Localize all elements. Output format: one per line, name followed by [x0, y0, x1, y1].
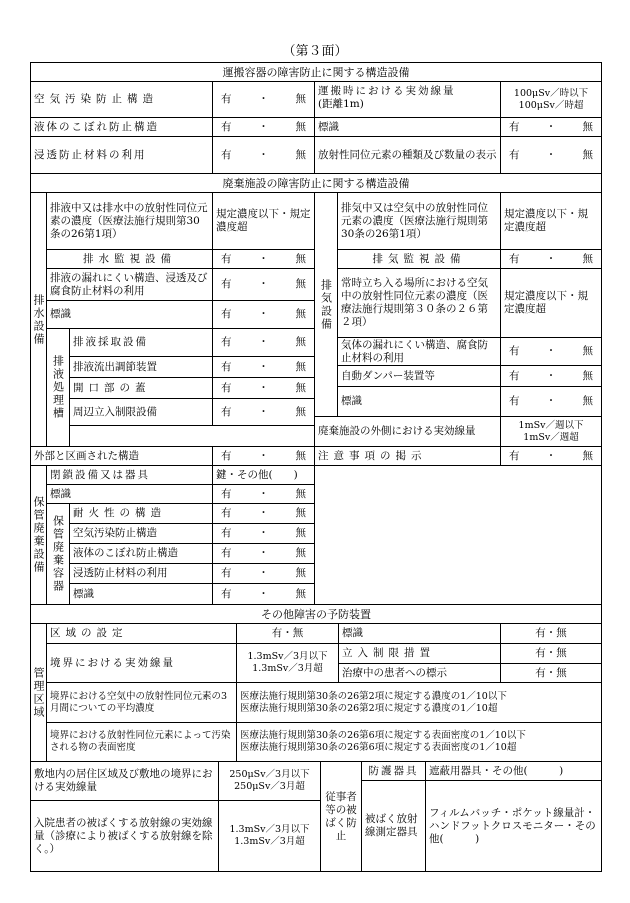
- exhaust-sign-options: 有 ・ 無: [500, 386, 602, 417]
- drain-leak-options: 有 ・ 無: [212, 268, 315, 301]
- transport-nuclide-options: 有 ・ 無: [500, 136, 602, 174]
- exhaust-dose-values: 1mSv／週以下 1mSv／週超: [500, 416, 602, 447]
- drain-group-label: 排水設備: [30, 192, 47, 447]
- drain-monitor-options: 有 ・ 無: [212, 249, 315, 269]
- notice-options: 有 ・ 無: [500, 446, 602, 466]
- container-seep-options: 有 ・ 無: [212, 563, 315, 584]
- container-liquid-label: 液体のこぼれ防止構造: [69, 543, 213, 564]
- tank-flow-options: 有 ・ 無: [212, 356, 315, 378]
- transport-dose-values: 100μSv／時以下 100μSv／時超: [500, 81, 602, 118]
- drain-sign-label: 標識: [46, 300, 213, 329]
- surface-label: 境界における放射性同位元素によって汚染される物の表面密度: [46, 722, 237, 762]
- transport-air-options: 有 ・ 無: [212, 81, 315, 118]
- form-sheet: [30, 62, 602, 872]
- border-dose-label: 境界における実効線量: [46, 643, 237, 683]
- container-fire-options: 有 ・ 無: [212, 503, 315, 524]
- entry-limit-options: 有・無: [500, 643, 602, 664]
- mgmt-group-label: 管理区域: [30, 623, 47, 762]
- exhaust-damper-label: 自動ダンパー装置等: [337, 365, 501, 387]
- drain-sign-options: 有 ・ 無: [212, 300, 315, 329]
- inpatient-values: 1.3mSv／3月以下 1.3mSv／3月超: [218, 800, 321, 872]
- meter-label: 被ばく放射線測定器具: [361, 780, 426, 872]
- drain-leak-label: 排液の漏れにくい構造、浸透及び腐食防止材料の利用: [46, 268, 213, 301]
- storage-lock-values: 鍵・その他( ): [212, 465, 315, 485]
- air-avg-values: 医療法施行規則第30条の26第2項に規定する濃度の1／10以下 医療法施行規則第30条の26第2項に規定する濃度の1／10超: [236, 682, 602, 723]
- notice-label: 注意事項の掲示: [314, 446, 501, 466]
- inpatient-label: 入院患者の被ばくする放射線の実効線量（診療により被ばくする放射線を除く。）: [30, 800, 219, 872]
- zone-set-label: 区域の設定: [46, 623, 237, 644]
- storage-lock-label: 閉鎖設備又は器具: [46, 465, 213, 485]
- exhaust-conc-values: 規定濃度以下・規定濃度超: [500, 192, 602, 250]
- container-air-label: 空気汚染防止構造: [69, 523, 213, 544]
- storage-group-label: 保管廃棄設備: [30, 465, 47, 605]
- tank-flow-label: 排液流出調節装置: [69, 356, 213, 378]
- transport-sign-label: 標識: [314, 117, 501, 137]
- site-dose-values: 250μSv／3月以下 250μSv／3月超: [218, 761, 321, 801]
- tank-fence-options: 有 ・ 無: [212, 398, 315, 426]
- exhaust-conc-label: 排気中又は空気中の放射性同位元素の濃度（医療法施行規則第30条の26第1項）: [337, 192, 501, 250]
- container-sign-label: 標識: [69, 583, 213, 605]
- container-air-options: 有 ・ 無: [212, 523, 315, 544]
- storage-sign-label: 標識: [46, 484, 213, 504]
- transport-nuclide-label: 放射性同位元素の種類及び数量の表示: [314, 136, 501, 174]
- exhaust-leak-label: 気体の漏れにくい構造、腐食防止材料の利用: [337, 337, 501, 366]
- exhaust-dose-label: 廃棄施設の外側における実効線量: [314, 416, 501, 447]
- tank-sample-options: 有 ・ 無: [212, 328, 315, 357]
- container-sign-options: 有 ・ 無: [212, 583, 315, 605]
- section-other-title: その他障害の予防装置: [30, 604, 602, 624]
- patient-sign-label: 治療中の患者への標示: [338, 663, 501, 683]
- outer-partition-label: 外部と区画された構造: [30, 446, 213, 466]
- transport-seep-options: 有 ・ 無: [212, 136, 315, 174]
- drain-conc-values: 規定濃度以下・規定濃度超: [212, 192, 315, 250]
- meter-values: フィルムバッチ・ポケット線量計・ハンドフットクロスモニター・その他( ): [425, 780, 602, 872]
- outer-partition-options: 有 ・ 無: [212, 446, 315, 466]
- drain-conc-label: 排液中又は排水中の放射性同位元素の濃度（医療法施行規則第30条の26第1項）: [46, 192, 213, 250]
- drain-monitor-label: 排水監視設備: [46, 249, 213, 269]
- zone-set-options: 有・無: [236, 623, 339, 644]
- transport-seep-label: 浸透防止材料の利用: [30, 136, 213, 174]
- storage-sign-options: 有 ・ 無: [212, 484, 315, 504]
- protect-label: 防護器具: [361, 761, 426, 781]
- section-transport-title: 運搬容器の障害防止に関する構造設備: [30, 62, 602, 82]
- storage-blank-area: [314, 465, 602, 605]
- exhaust-air-values: 規定濃度以下・規定濃度超: [500, 268, 602, 338]
- zone-sign-label: 標識: [338, 623, 501, 644]
- exhaust-monitor-options: 有 ・ 無: [500, 249, 602, 269]
- transport-dose-label: 運搬時における実効線量 (距離1m): [314, 81, 501, 118]
- site-dose-label: 敷地内の居住区域及び敷地の境界における実効線量: [30, 761, 219, 801]
- transport-liquid-label: 液体のこぼれ防止構造: [30, 117, 213, 137]
- section-disposal-title: 廃棄施設の障害防止に関する構造設備: [30, 173, 602, 193]
- air-avg-label: 境界における空気中の放射性同位元素の3月間についての平均濃度: [46, 682, 237, 723]
- entry-limit-label: 立入制限措置: [338, 643, 501, 664]
- container-liquid-options: 有 ・ 無: [212, 543, 315, 564]
- exhaust-air-label: 常時立ち入る場所における空気中の放射性同位元素の濃度（医療法施行規則第３０条の２６第２項）: [337, 268, 501, 338]
- exhaust-group-label: 排気設備: [314, 192, 338, 417]
- tank-fence-label: 周辺立入制限設備: [69, 398, 213, 426]
- transport-air-label: 空気汚染防止構造: [30, 81, 213, 118]
- worker-group-label: 従事者等の被ばく防止: [320, 761, 362, 872]
- surface-values: 医療法施行規則第30条の26第6項に規定する表面密度の1／10以下 医療法施行規則第30条の26第6項に規定する表面密度の1／10超: [236, 722, 602, 762]
- container-fire-label: 耐火性の構造: [69, 503, 213, 524]
- tank-sample-label: 排液採取設備: [69, 328, 213, 357]
- transport-liquid-options: 有 ・ 無: [212, 117, 315, 137]
- zone-sign-options: 有・無: [500, 623, 602, 644]
- border-dose-values: 1.3mSv／3月以下 1.3mSv／3月超: [236, 643, 339, 683]
- patient-sign-options: 有・無: [500, 663, 602, 683]
- container-seep-label: 浸透防止材料の利用: [69, 563, 213, 584]
- exhaust-damper-options: 有 ・ 無: [500, 365, 602, 387]
- page-label: （第３面）: [282, 44, 348, 59]
- exhaust-leak-options: 有 ・ 無: [500, 337, 602, 366]
- exhaust-monitor-label: 排気監視設備: [337, 249, 501, 269]
- exhaust-sign-label: 標識: [337, 386, 501, 417]
- transport-sign-options: 有 ・ 無: [500, 117, 602, 137]
- tank-lid-options: 有 ・ 無: [212, 377, 315, 399]
- protect-values: 遮蔽用器具・その他( ): [425, 761, 602, 781]
- tank-lid-label: 開口部の蓋: [69, 377, 213, 399]
- container-group-label: 保管廃棄容器: [46, 503, 70, 605]
- tank-group-label: 排液処理槽: [46, 328, 70, 447]
